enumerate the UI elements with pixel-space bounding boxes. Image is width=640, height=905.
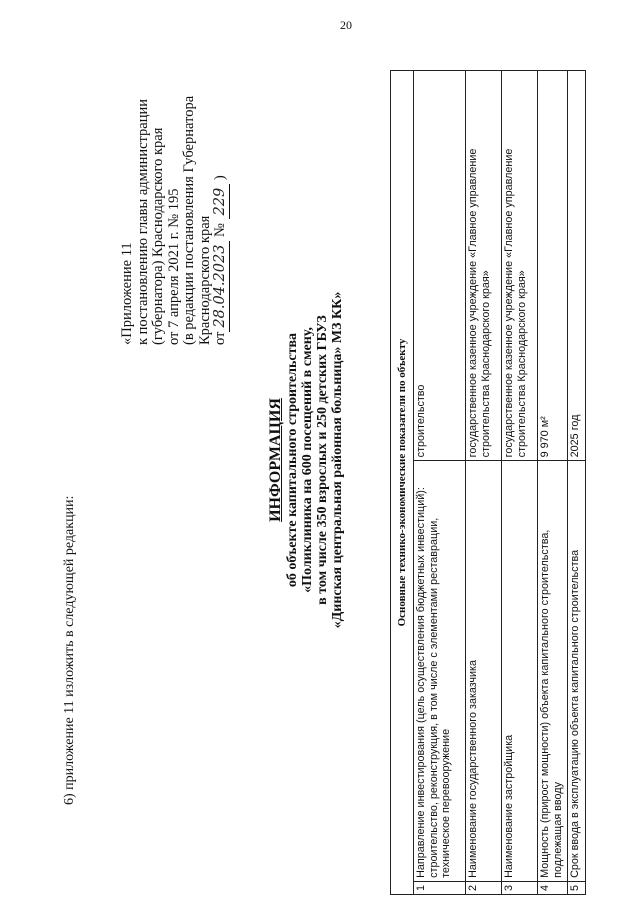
row-number: 3	[502, 881, 538, 894]
appendix-line: (в редакции постановления Губернатора	[181, 95, 197, 345]
appendix-line: к постановлению главы администрации	[134, 98, 151, 345]
row-value: 2025 год	[568, 71, 586, 461]
indicators-table	[390, 70, 586, 895]
document-title	[268, 250, 345, 670]
date-prefix: от	[212, 331, 228, 345]
table-row	[414, 71, 466, 895]
appendix-line: «Приложение 11	[119, 242, 135, 345]
appendix-line: (губернатора) Краснодарского края	[150, 127, 166, 345]
row-number: 2	[466, 881, 502, 894]
table-row	[568, 71, 586, 895]
table-header-row	[391, 71, 414, 895]
appendix-block	[120, 5, 230, 345]
row-number: 5	[568, 881, 586, 894]
title-line: «Поликлиника на 600 посещений в смену,	[300, 327, 315, 593]
title-heading: ИНФОРМАЦИЯ	[267, 398, 284, 522]
appendix-line: от 7 апреля 2021 г. № 195	[165, 188, 182, 345]
table-row	[466, 71, 502, 895]
row-value: государственное казенное учреждение «Главное управление строительства Краснодарского края»	[466, 71, 502, 461]
appendix-date-line	[213, 5, 230, 345]
number-prefix: №	[212, 223, 228, 237]
row-value: 9 970 м²	[538, 71, 568, 461]
row-label: Срок ввода в эксплуатацию объекта капитального строительства	[568, 461, 586, 882]
title-line: «Динская центральная районная больница» МЗ КК»	[330, 291, 345, 629]
table-header: Основные технико-экономические показатели по объекту	[391, 71, 414, 895]
row-label: Мощность (прирост мощности) объекта капитального строительства, подлежащая вводу	[538, 461, 568, 882]
appendix-line: Краснодарского края	[196, 215, 213, 345]
closing-paren: )	[212, 175, 228, 181]
handwritten-date: 28.04.2023	[213, 241, 230, 332]
title-line: в том числе 350 взрослых и 250 детских ГБУЗ	[315, 315, 330, 605]
handwritten-number: 229	[213, 184, 230, 220]
intro-text: 6) приложение 11 изложить в следующей редакции:	[62, 495, 77, 805]
row-label: Наименование застройщика	[502, 461, 538, 882]
row-label: Наименование государственного заказчика	[466, 461, 502, 882]
row-label: Направление инвестирования (цель осуществления бюджетных инвестиций): строительство, реконструкция, в том числе с элементами реставрации, техническое перевооружение	[414, 461, 466, 882]
row-number: 1	[414, 881, 466, 894]
row-value: государственное казенное учреждение «Главное управление строительства Краснодарского края»	[502, 71, 538, 461]
table-row	[538, 71, 568, 895]
page-number: 20	[340, 18, 352, 32]
row-value: строительство	[414, 71, 466, 461]
title-line: об объекте капитального строительства	[285, 332, 300, 588]
table-row	[502, 71, 538, 895]
row-number: 4	[538, 881, 568, 894]
